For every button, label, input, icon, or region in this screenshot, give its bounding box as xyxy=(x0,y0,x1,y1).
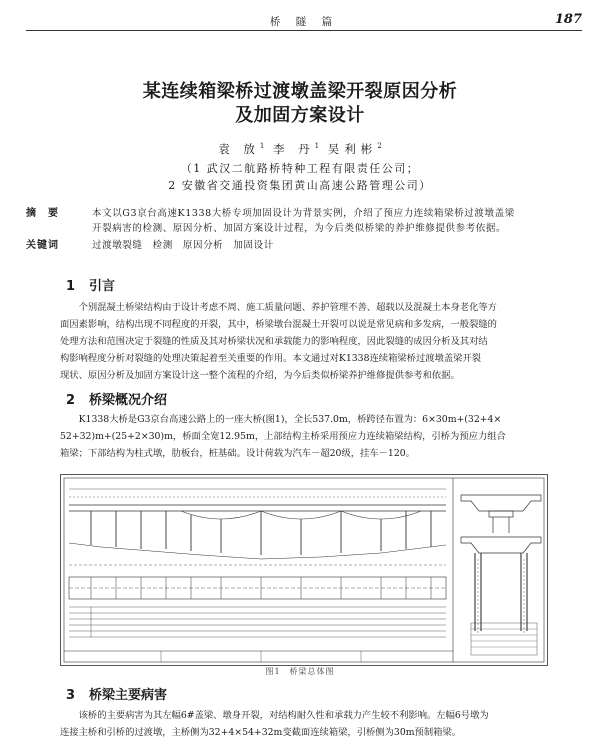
section-3-paragraph xyxy=(60,707,542,741)
author-list xyxy=(0,141,600,157)
paragraph-line: 52+32)m+(25+2×30)m，桥面全宽12.95m，上部结构主桥采用预应力连续箱梁结构，引桥为预应力组合 xyxy=(60,431,506,442)
section-title: 引言 xyxy=(89,279,116,294)
keywords-block xyxy=(26,238,570,253)
keywords-text: 过渡墩裂缝 检测 原因分析 加固设计 xyxy=(92,240,274,251)
paragraph-line: 该桥的主要病害为其左幅6#盖梁、墩身开裂，对结构耐久性和承载力产生较不利影响。左幅6号墩为 xyxy=(60,710,489,721)
section-2-paragraph xyxy=(60,411,542,462)
author-name: 李 丹 xyxy=(273,142,315,156)
page-number: 187 xyxy=(554,12,582,27)
author-affiliation-mark: 2 xyxy=(377,142,382,151)
bridge-general-drawing xyxy=(60,474,548,666)
drawing-graphic xyxy=(61,475,547,665)
author-name: 吴利彬 xyxy=(327,142,378,156)
paragraph-line: 现状、原因分析及加固方案设计这一整个流程的介绍，为今后类似桥梁养护维修提供参考和依据。 xyxy=(60,370,460,381)
abstract-line: 开裂病害的检测、原因分析、加固方案设计过程，为今后类似桥梁的养护维修提供参考依据。 xyxy=(92,223,507,234)
paragraph-line: 处理方法和范围决定于裂缝的性质及其对桥梁状况和承载能力的影响程度，因此裂缝的成因分析及其对结 xyxy=(60,336,488,347)
paragraph-line: 个别混凝土桥梁结构由于设计考虑不周、施工质量问题、养护管理不善、超载以及混凝土本身老化等方 xyxy=(60,302,497,313)
affiliation-1: （1 武汉二航路桥特种工程有限责任公司； xyxy=(180,162,420,175)
section-number: 3 xyxy=(66,688,76,703)
paper-title-line-2: 及加固方案设计 xyxy=(235,105,365,126)
figure-caption: 图1 桥梁总体图 xyxy=(265,667,335,676)
paper-title-line-1: 某连续箱梁桥过渡墩盖梁开裂原因分析 xyxy=(142,81,458,102)
paragraph-line: 箱梁；下部结构为柱式墩，肋板台，桩基础。设计荷载为汽车－超20级，挂车－120。 xyxy=(60,448,415,459)
affiliation-2: 2 安徽省交通投资集团黄山高速公路管理公司） xyxy=(168,179,432,192)
abstract-block xyxy=(26,206,570,236)
abstract-line: 本文以G3京台高速K1338大桥专项加固设计为背景实例，介绍了预应力连续箱梁桥过渡墩盖梁 xyxy=(92,208,515,219)
section-heading xyxy=(66,389,167,408)
author-affiliation-mark: 1 xyxy=(314,142,320,151)
section-title: 桥梁概况介绍 xyxy=(89,393,168,408)
section-number: 2 xyxy=(66,393,76,408)
author-affiliation-mark: 1 xyxy=(259,142,265,151)
section-heading xyxy=(66,684,167,703)
header-rule xyxy=(26,30,582,31)
abstract-label: 摘 要 xyxy=(26,208,59,219)
journal-section-title: 桥 隧 篇 xyxy=(269,16,339,28)
running-header xyxy=(26,10,582,30)
paragraph-line: 面因素影响，结构出现不同程度的开裂，其中，桥梁墩台混凝土开裂可以说是常见病和多发病，一般裂缝的 xyxy=(60,319,497,330)
paragraph-line: 构影响程度分析对裂缝的处理决策起着至关重要的作用。本文通过对K1338连续箱梁桥过渡墩盖梁开裂 xyxy=(60,353,482,364)
section-heading xyxy=(66,275,115,294)
author-name: 袁 放 xyxy=(218,142,260,156)
paragraph-line: K1338大桥是G3京台高速公路上的一座大桥(图1)，全长537.0m，桥跨径布置为：6×30m+(32+4× xyxy=(60,414,502,425)
section-number: 1 xyxy=(66,279,76,294)
section-title: 桥梁主要病害 xyxy=(89,688,168,703)
paragraph-line: 连接主桥和引桥的过渡墩，主桥侧为32+4×54+32m变截面连续箱梁，引桥侧为30m预制箱梁。 xyxy=(60,727,462,738)
keywords-label: 关键词 xyxy=(26,240,59,251)
section-1-paragraph xyxy=(60,299,542,384)
